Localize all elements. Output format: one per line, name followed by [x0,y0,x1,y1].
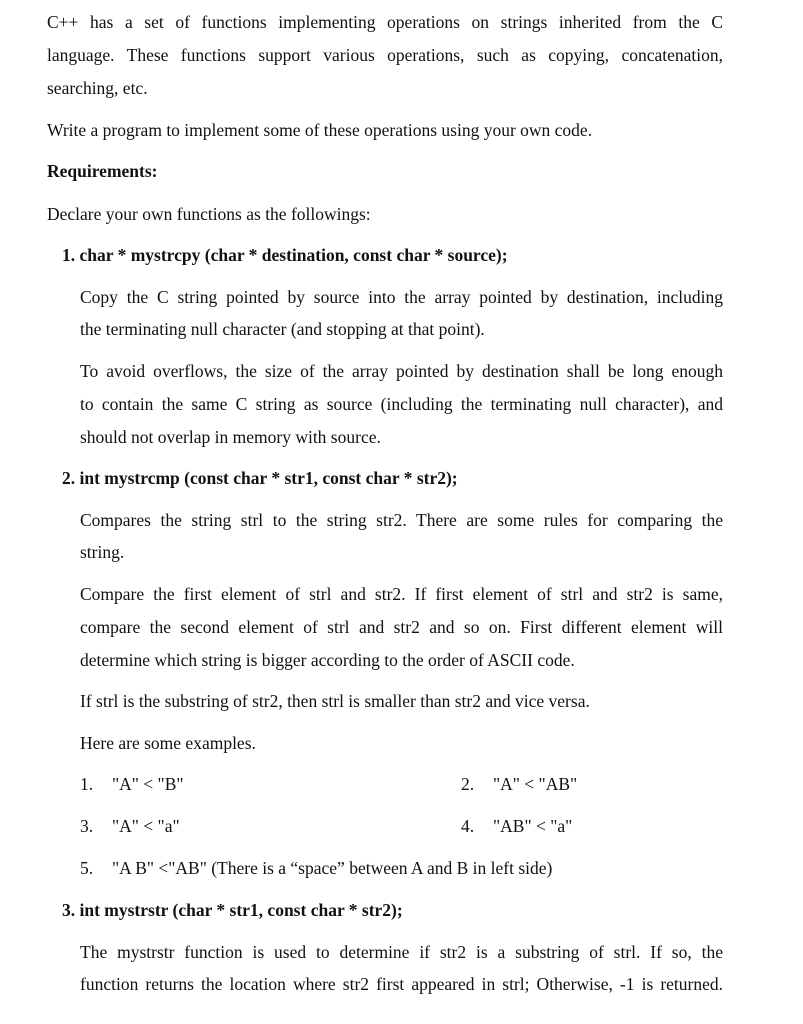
example-text: "AB" < "a" [493,816,573,836]
example-text: "A B" <"AB" (There is a “space” between A and B in left side) [112,858,553,878]
function-1-signature: char * mystrcpy (char * destination, const char * source); [79,245,508,265]
example-3 [80,815,180,837]
function-3-para1-line1: The mystrstr function is used to determine if str2 is a substring of strl. If so, the [80,942,723,962]
function-2-para2-line3: determine which string is bigger according to the order of ASCII code. [80,650,575,670]
example-text: "A" < "a" [112,816,180,836]
function-2-para2-line2: compare the second element of strl and str2 and so on. First different element will [80,617,723,637]
example-number: 1. [80,774,94,794]
example-4 [461,815,572,837]
function-1-para2-line2: to contain the same C string as source (including the terminating null character), and [80,394,723,414]
task-statement: Write a program to implement some of these operations using your own code. [47,120,593,140]
example-1 [80,773,184,795]
example-number: 4. [461,816,475,836]
function-3-heading [62,899,403,921]
example-5 [80,857,552,879]
function-2-signature: int mystrcmp (const char * str1, const char * str2); [79,468,458,488]
example-text: "A" < "B" [112,774,184,794]
example-text: "A" < "AB" [493,774,578,794]
function-3-number: 3. [62,900,76,920]
intro-line-1: C++ has a set of functions implementing operations on strings inherited from the C [47,12,723,32]
function-1-number: 1. [62,245,76,265]
function-2-para2-line1: Compare the first element of strl and str2. If first element of strl and str2 is same, [80,584,723,604]
example-number: 5. [80,858,94,878]
function-1-para1-line2: the terminating null character (and stopping at that point). [80,319,485,339]
function-2-para3: If strl is the substring of str2, then strl is smaller than str2 and vice versa. [80,691,590,711]
function-3-para1-line2: function returns the location where str2 first appeared in strl; Otherwise, -1 is returned. [80,974,723,994]
function-2-heading [62,467,458,489]
function-1-para2-line1: To avoid overflows, the size of the array pointed by destination shall be long enough [80,361,723,381]
requirements-heading: Requirements: [47,161,158,181]
function-1-para2-line3: should not overlap in memory with source. [80,427,381,447]
function-2-para1-line2: string. [80,542,125,562]
intro-line-2: language. These functions support various operations, such as copying, concatenation, [47,45,723,65]
function-1-heading [62,244,508,266]
function-3-signature: int mystrstr (char * str1, const char * str2); [79,900,403,920]
example-number: 2. [461,774,475,794]
example-number: 3. [80,816,94,836]
function-2-examples-intro: Here are some examples. [80,733,256,753]
function-2-para1-line1: Compares the string strl to the string str2. There are some rules for comparing the [80,510,723,530]
function-1-para1-line1: Copy the C string pointed by source into the array pointed by destination, including [80,287,723,307]
declare-intro: Declare your own functions as the followings: [47,204,371,224]
example-2 [461,773,577,795]
intro-line-3: searching, etc. [47,78,148,98]
function-2-number: 2. [62,468,76,488]
